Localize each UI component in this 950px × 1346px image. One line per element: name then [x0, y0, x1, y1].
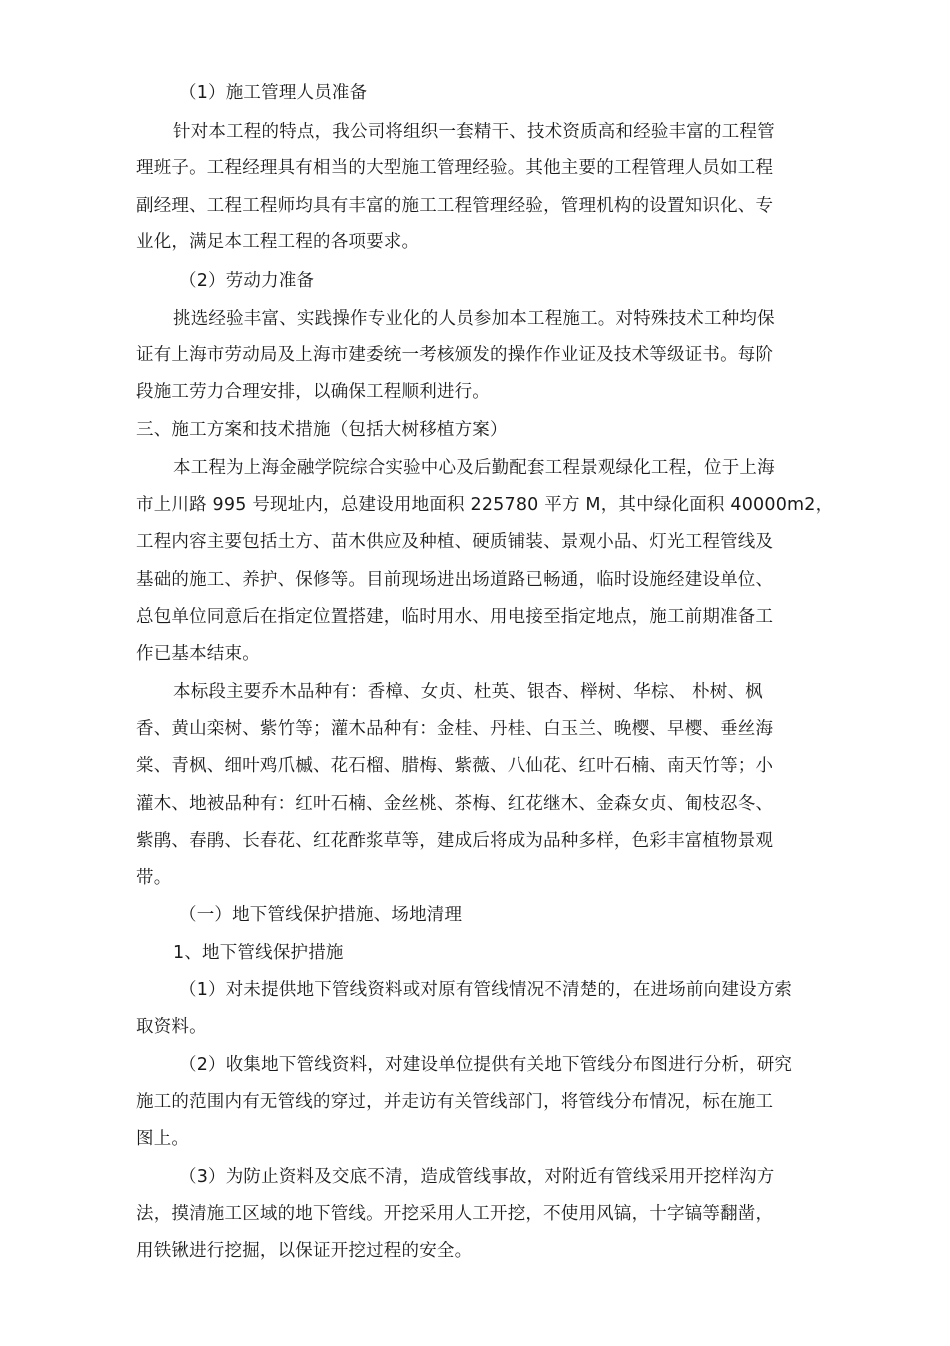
paragraph-line: 理班子。工程经理具有相当的大型施工管理经验。其他主要的工程管理人员如工程	[136, 158, 774, 178]
paragraph-line: 业化，满足本工程工程的各项要求。	[136, 232, 420, 252]
paragraph-line: 挑选经验丰富、实践操作专业化的人员参加本工程施工。对特殊技术工种均保	[173, 309, 775, 329]
paragraph-line: 香、黄山栾树、紫竹等；灌木品种有：金桂、丹桂、白玉兰、晚樱、早樱、垂丝海	[136, 719, 774, 739]
section-heading: （1）施工管理人员准备	[179, 83, 368, 103]
paragraph-line: 灌木、地被品种有：红叶石楠、金丝桃、茶梅、红花继木、金森女贞、匍枝忍冬、	[136, 794, 774, 814]
paragraph-line: 法，摸清施工区域的地下管线。开挖采用人工开挖，不使用风镐，十字镐等翻凿，	[136, 1204, 774, 1224]
paragraph-line: 本工程为上海金融学院综合实验中心及后勤配套工程景观绿化工程，位于上海	[173, 458, 775, 478]
paragraph-line: 市上川路 995 号现址内，总建设用地面积 225780 平方 M，其中绿化面积 40000m2，	[136, 495, 834, 515]
paragraph-line: （1）对未提供地下管线资料或对原有管线情况不清楚的，在进场前向建设方索	[179, 980, 793, 1000]
section-heading: （一）地下管线保护措施、场地清理	[179, 905, 463, 925]
paragraph-line: 段施工劳力合理安排，以确保工程顺利进行。	[136, 382, 490, 402]
section-heading: （2）劳动力准备	[179, 271, 315, 291]
paragraph-line: 取资料。	[136, 1017, 207, 1037]
paragraph-line: 带。	[136, 868, 172, 888]
paragraph-line: 紫鹃、春鹃、长春花、红花酢浆草等，建成后将成为品种多样，色彩丰富植物景观	[136, 831, 774, 851]
paragraph-line: 作已基本结束。	[136, 644, 260, 664]
paragraph-line: （3）为防止资料及交底不清，造成管线事故，对附近有管线采用开挖样沟方	[179, 1167, 775, 1187]
paragraph-line: 本标段主要乔木品种有：香樟、女贞、杜英、银杏、榉树、华棕、 朴树、枫	[173, 682, 763, 702]
paragraph-line: 证有上海市劳动局及上海市建委统一考核颁发的操作作业证及技术等级证书。每阶	[136, 345, 774, 365]
paragraph-line: 施工的范围内有无管线的穿过，并走访有关管线部门，将管线分布情况，标在施工	[136, 1092, 774, 1112]
paragraph-line: 总包单位同意后在指定位置搭建，临时用水、用电接至指定地点，施工前期准备工	[136, 607, 774, 627]
paragraph-line: 工程内容主要包括土方、苗木供应及种植、硬质铺装、景观小品、灯光工程管线及	[136, 532, 774, 552]
paragraph-line: 用铁锹进行挖掘，以保证开挖过程的安全。	[136, 1241, 473, 1261]
paragraph-line: 图上。	[136, 1129, 190, 1149]
paragraph-line: 棠、青枫、细叶鸡爪槭、花石榴、腊梅、紫薇、八仙花、红叶石楠、南天竹等；小	[136, 756, 774, 776]
chapter-heading: 三、施工方案和技术措施（包括大树移植方案）	[136, 420, 508, 440]
paragraph-line: 基础的施工、养护、保修等。目前现场进出场道路已畅通，临时设施经建设单位、	[136, 570, 774, 590]
subsection-heading: 1、地下管线保护措施	[173, 943, 344, 963]
paragraph-line: 副经理、工程工程师均具有丰富的施工工程管理经验，管理机构的设置知识化、专	[136, 196, 774, 216]
paragraph-line: （2）收集地下管线资料，对建设单位提供有关地下管线分布图进行分析，研究	[179, 1055, 793, 1075]
paragraph-line: 针对本工程的特点，我公司将组织一套精干、技术资质高和经验丰富的工程管	[173, 122, 775, 142]
